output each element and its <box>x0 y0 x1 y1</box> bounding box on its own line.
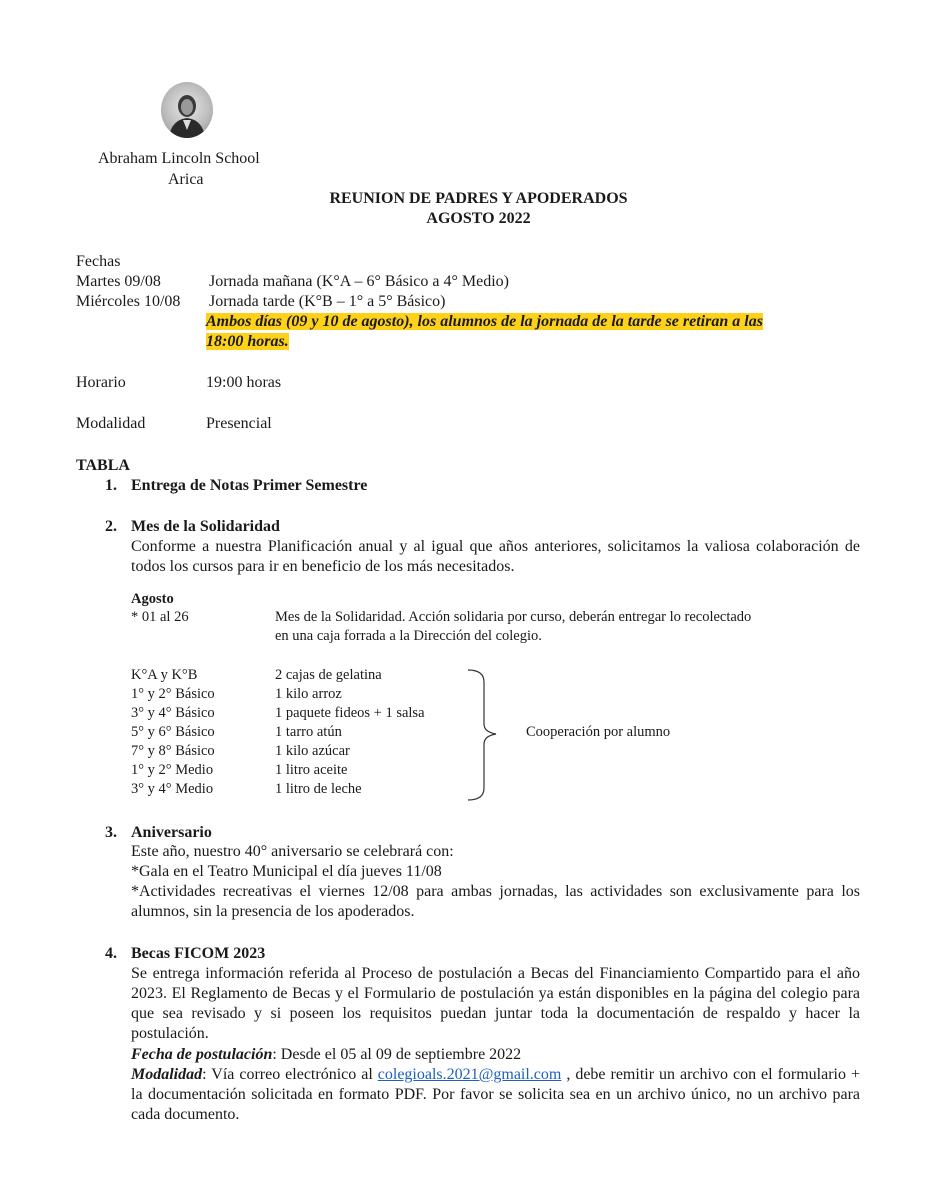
page-subtitle: AGOSTO 2022 <box>426 210 531 227</box>
cooperation-label: Cooperación por alumno <box>526 724 671 740</box>
item-2-title: Mes de la Solidaridad <box>131 518 280 535</box>
course-label: 3° y 4° Medio <box>131 781 214 797</box>
course-item: 1 litro de leche <box>275 781 362 797</box>
item-2-body: Conforme a nuestra Planificación anual y al igual que años anteriores, solicitamos la valiosa colaboración de todos los cursos para ir en beneficio de los más necesitados. <box>131 538 860 575</box>
school-city: Arica <box>168 171 204 188</box>
fecha-day-2: Miércoles 10/08 <box>76 293 181 310</box>
fechas-label: Fechas <box>76 253 121 270</box>
item-3-title: Aniversario <box>131 824 212 841</box>
agosto-range-desc-line1: Mes de la Solidaridad. Acción solidaria por curso, deberán entregar lo recolectado <box>275 609 752 625</box>
course-item: 1 paquete fideos + 1 salsa <box>275 705 425 721</box>
modalidad-value: Presencial <box>206 415 272 432</box>
item-3-line2: *Gala en el Teatro Municipal el día jueves 11/08 <box>131 863 442 880</box>
modalidad-label: Modalidad <box>76 415 146 432</box>
item-2-number: 2. <box>105 518 117 535</box>
horario-value: 19:00 horas <box>206 374 282 391</box>
fechas-highlight-note-line2: 18:00 horas. <box>206 333 289 350</box>
fecha-postulacion-label: Fecha de postulación <box>131 1046 273 1063</box>
modalidad-postulacion-post: , debe remitir un archivo con el formulario + la documentación solicitada en formato PDF. Por favor se solicita sea en un archivo único, no un archivo para cada documento. <box>131 1066 861 1123</box>
course-label: 1° y 2° Medio <box>131 762 214 778</box>
modalidad-postulacion-label: Modalidad <box>131 1066 203 1083</box>
item-3-line1: Este año, nuestro 40° aniversario se celebrará con: <box>131 843 454 860</box>
course-item: 2 cajas de gelatina <box>275 667 382 683</box>
item-1-number: 1. <box>105 477 117 494</box>
agosto-range: * 01 al 26 <box>131 609 189 625</box>
fechas-highlight-note-line1: Ambos días (09 y 10 de agosto), los alumnos de la jornada de la tarde se retiran a las <box>206 313 763 330</box>
item-4-body: Se entrega información referida al Proceso de postulación a Becas del Financiamiento Compartido para el año 2023. El Reglamento de Becas y el Formulario de postulación ya están disponibles en la página del colegio para que sea revisado y si poseen los requisitos puedan juntar toda la documentación de respaldo y hacer la postulación. <box>131 965 860 1042</box>
item-3-line3: *Actividades recreativas el viernes 12/08 para ambas jornadas, las actividades son exclusivamente para los alumnos, sin la presencia de los apoderados. <box>131 883 860 920</box>
tabla-heading: TABLA <box>76 457 130 474</box>
item-3-number: 3. <box>105 824 117 841</box>
modalidad-postulacion <box>131 1065 860 1125</box>
item-4-title: Becas FICOM 2023 <box>131 945 266 962</box>
horario-label: Horario <box>76 374 126 391</box>
email-link[interactable]: colegioals.2021@gmail.com <box>377 1066 562 1083</box>
agosto-range-desc-line2: en una caja forrada a la Dirección del colegio. <box>275 628 542 644</box>
school-logo-portrait <box>161 82 213 138</box>
course-label: 5° y 6° Básico <box>131 724 215 740</box>
item-1-title: Entrega de Notas Primer Semestre <box>131 477 368 494</box>
agosto-label: Agosto <box>131 591 174 607</box>
fecha-desc-2: Jornada tarde (K°B – 1° a 5° Básico) <box>209 293 446 310</box>
fecha-postulacion <box>131 1045 521 1065</box>
fecha-day-1: Martes 09/08 <box>76 273 161 290</box>
fecha-postulacion-value: : Desde el 05 al 09 de septiembre 2022 <box>272 1046 522 1063</box>
course-item: 1 kilo azúcar <box>275 743 350 759</box>
course-label: 1° y 2° Básico <box>131 686 215 702</box>
item-4-number: 4. <box>105 945 117 962</box>
school-name: Abraham Lincoln School <box>98 150 260 167</box>
page-title: REUNION DE PADRES Y APODERADOS <box>329 190 628 207</box>
course-item: 1 litro aceite <box>275 762 348 778</box>
course-label: 3° y 4° Básico <box>131 705 215 721</box>
course-item: 1 kilo arroz <box>275 686 342 702</box>
course-label: K°A y K°B <box>131 667 198 683</box>
course-label: 7° y 8° Básico <box>131 743 215 759</box>
modalidad-postulacion-pre: : Vía correo electrónico al <box>202 1066 378 1083</box>
fecha-desc-1: Jornada mañana (K°A – 6° Básico a 4° Medio) <box>209 273 510 290</box>
brace-icon <box>462 668 502 802</box>
course-item: 1 tarro atún <box>275 724 342 740</box>
